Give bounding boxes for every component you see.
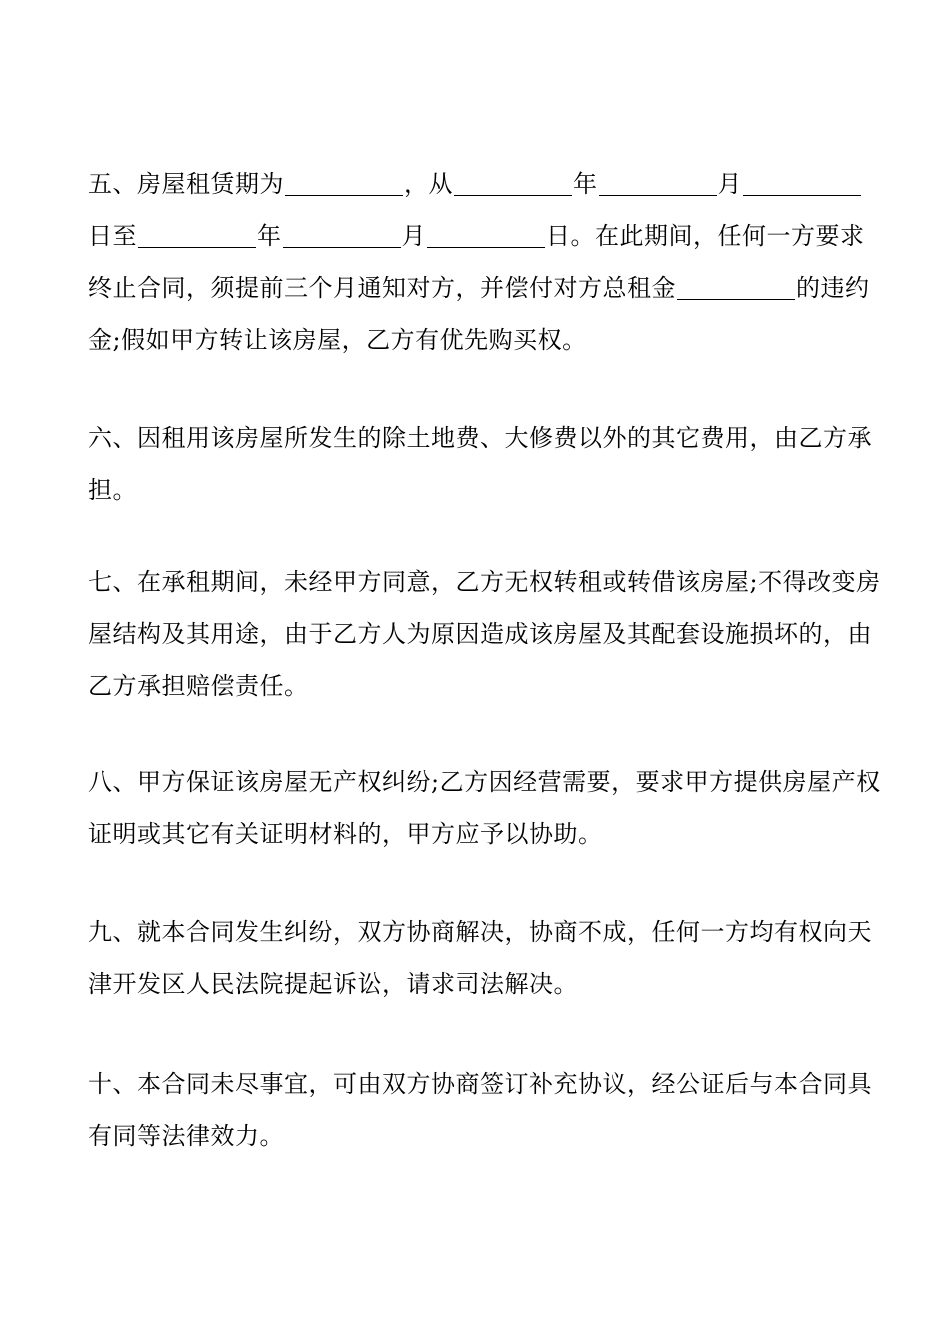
clause-line	[88, 1058, 872, 1110]
clause-text: 年	[573, 170, 598, 198]
clause-text: 十、本合同未尽事宜，可由双方协商签订补充协议，经公证后与本合同具	[88, 1070, 872, 1098]
fill-in-blank-start-month[interactable]	[599, 171, 717, 196]
clause-text: 月	[717, 170, 742, 198]
clause-line	[88, 756, 881, 808]
clause-text: 金;假如甲方转让该房屋，乙方有优先购买权。	[88, 326, 587, 354]
clause-9	[88, 906, 872, 1010]
clause-text: 七、在承租期间，未经甲方同意，乙方无权转租或转借该房屋;不得改变房	[88, 568, 881, 596]
clause-line	[88, 608, 872, 660]
clause-5	[88, 158, 868, 366]
clause-text: 乙方承担赔偿责任。	[88, 672, 309, 700]
clause-text: 六、因租用该房屋所发生的除土地费、大修费以外的其它费用，由乙方承	[88, 424, 872, 452]
clause-line	[88, 808, 868, 860]
clause-10	[88, 1058, 872, 1162]
clause-text: 八、甲方保证该房屋无产权纠纷;乙方因经营需要，要求甲方提供房屋产权	[88, 768, 881, 796]
clause-text: 日至	[88, 222, 137, 250]
clause-line	[88, 412, 872, 464]
clause-text: 日。在此期间，任何一方要求	[546, 222, 865, 250]
clause-line	[88, 158, 868, 210]
clause-line	[88, 906, 872, 958]
clause-text: 九、就本合同发生纠纷，双方协商解决，协商不成，任何一方均有权向天	[88, 918, 872, 946]
clause-text: 月	[401, 222, 426, 250]
fill-in-blank-lease-term[interactable]	[285, 171, 403, 196]
clause-line	[88, 556, 881, 608]
fill-in-blank-end-year[interactable]	[138, 223, 256, 248]
clause-line	[88, 464, 868, 516]
clause-text: 有同等法律效力。	[88, 1122, 284, 1150]
clause-text: 津开发区人民法院提起诉讼，请求司法解决。	[88, 970, 578, 998]
clause-text: 五、房屋租赁期为	[88, 170, 284, 198]
fill-in-blank-penalty[interactable]	[677, 275, 795, 300]
clause-line	[88, 314, 868, 366]
clause-text: ，从	[404, 170, 453, 198]
fill-in-blank-start-year[interactable]	[454, 171, 572, 196]
clause-line	[88, 1110, 868, 1162]
clause-text: 终止合同，须提前三个月通知对方，并偿付对方总租金	[88, 274, 676, 302]
clause-line	[88, 262, 868, 314]
clause-line	[88, 210, 868, 262]
clause-text: 担。	[88, 476, 137, 504]
clause-text: 的违约	[796, 274, 870, 302]
clause-7	[88, 556, 881, 712]
clause-8	[88, 756, 881, 860]
clause-line	[88, 958, 868, 1010]
clause-6	[88, 412, 872, 516]
clause-text: 年	[257, 222, 282, 250]
fill-in-blank-end-day[interactable]	[427, 223, 545, 248]
clause-text: 证明或其它有关证明材料的，甲方应予以协助。	[88, 820, 603, 848]
fill-in-blank-start-day[interactable]	[743, 171, 861, 196]
clause-line	[88, 660, 868, 712]
clause-text: 屋结构及其用途，由于乙方人为原因造成该房屋及其配套设施损坏的，由	[88, 620, 872, 648]
fill-in-blank-end-month[interactable]	[283, 223, 401, 248]
